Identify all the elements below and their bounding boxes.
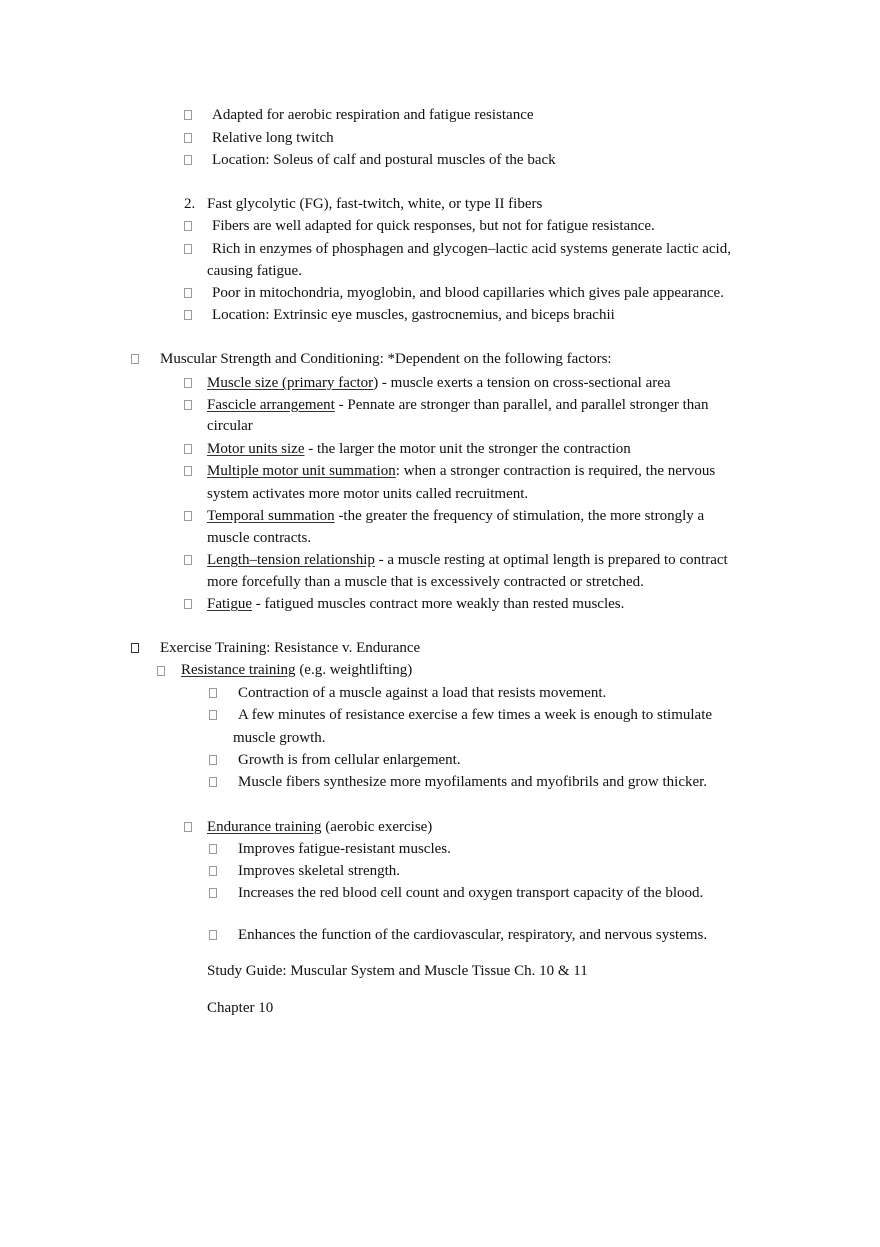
bullet-box-icon bbox=[184, 555, 192, 565]
bullet-box-icon bbox=[184, 110, 192, 120]
bullet-box-icon bbox=[184, 221, 192, 231]
bullet-text: Location: Soleus of calf and postural muscles of the back bbox=[212, 152, 556, 168]
factor-description: -the greater the frequency of stimulation, the more strongly a bbox=[334, 508, 705, 524]
bullet-text: Enhances the function of the cardiovascular, respiratory, and nervous systems. bbox=[238, 927, 708, 943]
bullet-box-icon bbox=[131, 643, 139, 653]
factor-continued: muscle contracts. bbox=[207, 530, 312, 546]
bullet-text: Contraction of a muscle against a load that resists movement. bbox=[238, 685, 607, 701]
factor-term: Temporal summation bbox=[207, 508, 335, 524]
subsection-heading bbox=[207, 818, 432, 836]
bullet-text: A few minutes of resistance exercise a few times a week is enough to stimulate bbox=[238, 707, 713, 723]
study-guide-title: Study Guide: Muscular System and Muscle Tissue Ch. 10 & 11 bbox=[207, 963, 588, 979]
bullet-text: Poor in mitochondria, myoglobin, and blood capillaries which gives pale appearance. bbox=[212, 285, 724, 301]
bullet-text: Relative long twitch bbox=[212, 130, 334, 146]
bullet-text: Improves skeletal strength. bbox=[238, 863, 401, 879]
factor-continued: circular bbox=[207, 418, 253, 434]
bullet-text: Rich in enzymes of phosphagen and glycogen–lactic acid systems generate lactic acid, bbox=[212, 241, 731, 257]
training-description: (e.g. weightlifting) bbox=[295, 662, 413, 678]
bullet-box-icon bbox=[184, 400, 192, 410]
factor-item bbox=[207, 507, 704, 525]
factor-item bbox=[207, 462, 715, 480]
bullet-text: Growth is from cellular enlargement. bbox=[238, 752, 461, 768]
bullet-box-icon bbox=[184, 288, 192, 298]
factor-term: Muscle size (primary factor bbox=[207, 375, 374, 391]
subsection-heading bbox=[181, 661, 412, 679]
bullet-text: Improves fatigue-resistant muscles. bbox=[238, 841, 451, 857]
list-number: 2. bbox=[184, 196, 196, 212]
factor-term: Motor units size bbox=[207, 441, 305, 457]
bullet-box-icon bbox=[184, 310, 192, 320]
bullet-text: Adapted for aerobic respiration and fatigue resistance bbox=[212, 107, 534, 123]
factor-description: : when a stronger contraction is required, the nervous bbox=[395, 463, 716, 479]
bullet-box-icon bbox=[184, 444, 192, 454]
factor-item bbox=[207, 551, 728, 569]
bullet-box-icon bbox=[184, 822, 192, 832]
bullet-box-icon bbox=[184, 511, 192, 521]
factor-description: ) - muscle exerts a tension on cross-sectional area bbox=[373, 375, 671, 391]
bullet-box-icon bbox=[184, 599, 192, 609]
bullet-box-icon bbox=[184, 466, 192, 476]
factor-description: - a muscle resting at optimal length is prepared to contract bbox=[374, 552, 728, 568]
factor-item bbox=[207, 440, 631, 458]
bullet-box-icon bbox=[209, 777, 217, 787]
factor-term: Length–tension relationship bbox=[207, 552, 375, 568]
training-term: Resistance training bbox=[181, 662, 296, 678]
factor-term: Fascicle arrangement bbox=[207, 397, 335, 413]
bullet-box-icon bbox=[184, 378, 192, 388]
training-description: (aerobic exercise) bbox=[321, 819, 433, 835]
bullet-box-icon bbox=[184, 155, 192, 165]
factor-item bbox=[207, 595, 624, 613]
bullet-box-icon bbox=[184, 244, 192, 254]
bullet-box-icon bbox=[209, 755, 217, 765]
section-heading: Exercise Training: Resistance v. Endurance bbox=[160, 640, 421, 656]
bullet-box-icon bbox=[209, 844, 217, 854]
factor-item bbox=[207, 396, 708, 414]
factor-description: - fatigued muscles contract more weakly than rested muscles. bbox=[252, 596, 625, 612]
factor-term: Multiple motor unit summation bbox=[207, 463, 396, 479]
bullet-box-icon bbox=[184, 133, 192, 143]
bullet-box-icon bbox=[131, 354, 139, 364]
bullet-text-continued: causing fatigue. bbox=[207, 263, 302, 279]
factor-continued: system activates more motor units called recruitment. bbox=[207, 486, 529, 502]
section-heading: Muscular Strength and Conditioning: *Dependent on the following factors: bbox=[160, 351, 612, 367]
factor-term: Fatigue bbox=[207, 596, 252, 612]
bullet-box-icon bbox=[209, 930, 217, 940]
bullet-box-icon bbox=[209, 710, 217, 720]
bullet-text: Muscle fibers synthesize more myofilaments and myofibrils and grow thicker. bbox=[238, 774, 708, 790]
factor-continued: more forcefully than a muscle that is excessively contracted or stretched. bbox=[207, 574, 644, 590]
factor-description: - Pennate are stronger than parallel, and parallel stronger than bbox=[334, 397, 709, 413]
bullet-box-icon bbox=[209, 688, 217, 698]
bullet-box-icon bbox=[209, 866, 217, 876]
factor-description: - the larger the motor unit the stronger the contraction bbox=[304, 441, 631, 457]
bullet-text: Location: Extrinsic eye muscles, gastrocnemius, and biceps brachii bbox=[212, 307, 615, 323]
bullet-text: Increases the red blood cell count and oxygen transport capacity of the blood. bbox=[238, 885, 704, 901]
section-heading: Fast glycolytic (FG), fast-twitch, white, or type II fibers bbox=[207, 196, 543, 212]
chapter-label: Chapter 10 bbox=[207, 1000, 274, 1016]
factor-item bbox=[207, 374, 671, 392]
bullet-box-icon bbox=[209, 888, 217, 898]
bullet-box-icon bbox=[157, 666, 165, 676]
bullet-text: Fibers are well adapted for quick responses, but not for fatigue resistance. bbox=[212, 218, 655, 234]
bullet-text-continued: muscle growth. bbox=[233, 730, 326, 746]
training-term: Endurance training bbox=[207, 819, 322, 835]
